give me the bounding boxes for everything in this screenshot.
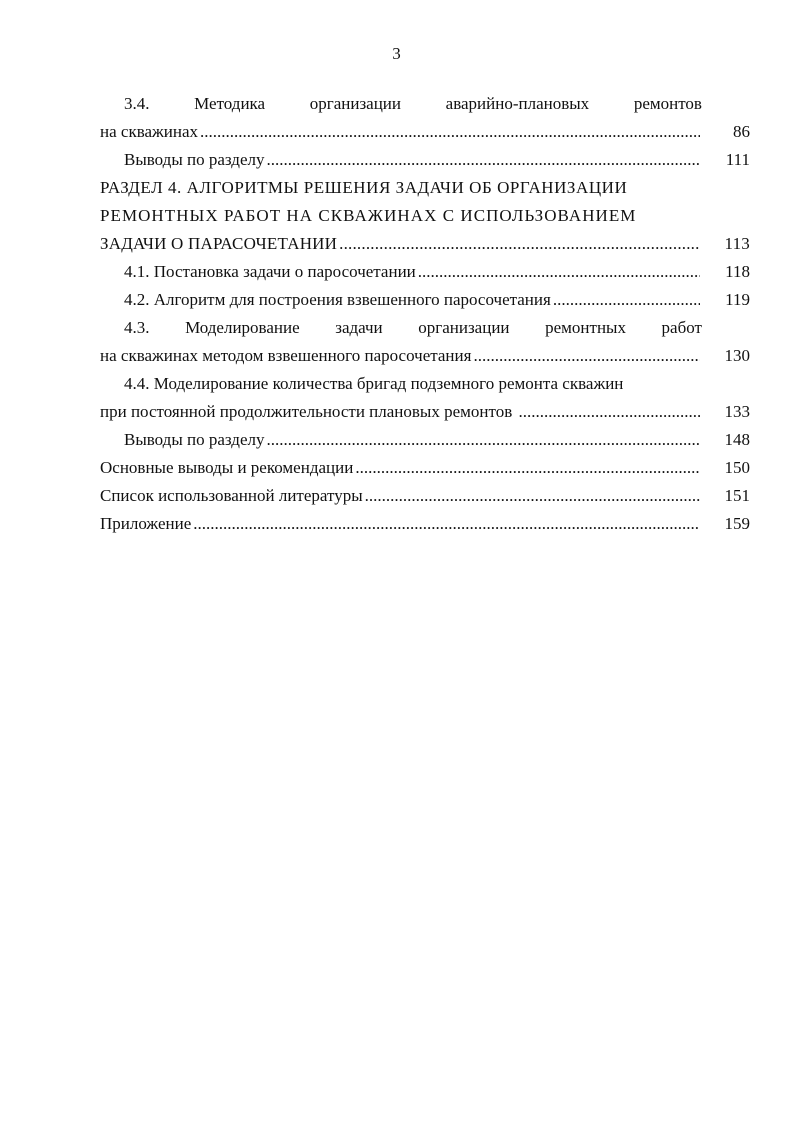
- toc-entry-number: 4.3.: [124, 318, 150, 337]
- toc-word: ремонтов: [633, 94, 702, 113]
- toc-entry-4-2: [100, 286, 750, 314]
- toc-entry-title: РАЗДЕЛ 4. АЛГОРИТМЫ РЕШЕНИЯ ЗАДАЧИ ОБ ОРГАНИЗАЦИИ: [100, 178, 628, 197]
- toc-entry-4-3-cont: [100, 342, 750, 370]
- toc-word: Методика: [194, 94, 266, 113]
- toc-entry-main-conclusions: [100, 454, 750, 482]
- toc-leader-dots: [518, 398, 700, 426]
- toc-entry-3-4: [100, 90, 750, 118]
- toc-entry-appendix: [100, 510, 750, 538]
- toc-entry-title: РЕМОНТНЫХ РАБОТ НА СКВАЖИНАХ С ИСПОЛЬЗОВАНИЕМ: [100, 206, 637, 225]
- toc-section-line-2: [100, 202, 702, 230]
- toc-leader-dots: [266, 146, 700, 174]
- toc-entry-justified-line: [124, 90, 702, 118]
- toc-entry-title: Список использованной литературы: [100, 486, 363, 505]
- toc-page-number: 118: [725, 262, 750, 281]
- toc-page-number: 159: [724, 514, 750, 533]
- toc-entry-title: ЗАДАЧИ О ПАРАСОЧЕТАНИИ: [100, 234, 338, 253]
- toc-entry-title: Выводы по разделу: [124, 150, 265, 169]
- toc-word: работ: [661, 318, 702, 337]
- toc-entry-title: Приложение: [100, 514, 192, 533]
- toc-word: организации: [309, 94, 402, 113]
- page-number: 3: [392, 44, 401, 63]
- toc-page-number: 133: [724, 402, 750, 421]
- toc-word: Моделирование: [185, 318, 300, 337]
- toc-page-number: 130: [724, 346, 750, 365]
- toc-leader-dots: [193, 510, 700, 538]
- toc-entry-conclusions-4: [100, 426, 750, 454]
- toc-entry-number: 3.4.: [124, 94, 150, 113]
- toc-entry-conclusions-3: [100, 146, 750, 174]
- toc-page-number: 111: [725, 150, 750, 169]
- toc-entry-section-4: [100, 174, 750, 230]
- toc-leader-dots: [339, 230, 700, 258]
- toc-page-number: 86: [733, 122, 750, 141]
- toc-page-number: 150: [724, 458, 750, 477]
- toc-page-number: 113: [724, 234, 750, 253]
- toc-entry-4-3: [100, 314, 750, 342]
- toc-word: организации: [418, 318, 510, 337]
- toc-word: ремонтных: [545, 318, 626, 337]
- toc-page-number: 119: [725, 290, 750, 309]
- toc-leader-dots: [355, 454, 700, 482]
- toc-leader-dots: [266, 426, 700, 454]
- toc-word: аварийно-плановых: [445, 94, 590, 113]
- toc-section-line-3: [100, 230, 750, 258]
- toc-entry-title: на скважинах методом взвешенного паросочетания: [100, 346, 472, 365]
- toc-leader-dots: [365, 482, 700, 510]
- toc-entry-3-4-cont: [100, 118, 750, 146]
- toc-entry-title: 4.4. Моделирование количества бригад подземного ремонта скважин: [124, 374, 624, 393]
- toc-entry-title: на скважинах: [100, 122, 199, 141]
- toc-section-line-1: [100, 174, 702, 202]
- toc-leader-dots: [200, 118, 700, 146]
- toc-entry-title: 4.2. Алгоритм для построения взвешенного паросочетания: [124, 290, 551, 309]
- toc-entry-4-1: [100, 258, 750, 286]
- toc-page-number: 151: [724, 486, 750, 505]
- toc-leader-dots: [473, 342, 700, 370]
- toc-leader-dots: [553, 286, 700, 314]
- toc-entry-title: 4.1. Постановка задачи о паросочетании: [124, 262, 416, 281]
- toc-entry-4-4: [100, 370, 750, 398]
- toc-entry-title: Основные выводы и рекомендации: [100, 458, 354, 477]
- toc-word: задачи: [335, 318, 383, 337]
- toc-entry-4-4-cont: [100, 398, 750, 426]
- table-of-contents: [100, 90, 750, 538]
- toc-entry-title: Выводы по разделу: [124, 430, 265, 449]
- toc-page-number: 148: [724, 430, 750, 449]
- toc-entry-title: при постоянной продолжительности плановых ремонтов: [100, 402, 517, 421]
- toc-leader-dots: [418, 258, 700, 286]
- toc-entry-justified-line: [124, 314, 702, 342]
- toc-entry-line-1: [124, 370, 702, 398]
- toc-entry-bibliography: [100, 482, 750, 510]
